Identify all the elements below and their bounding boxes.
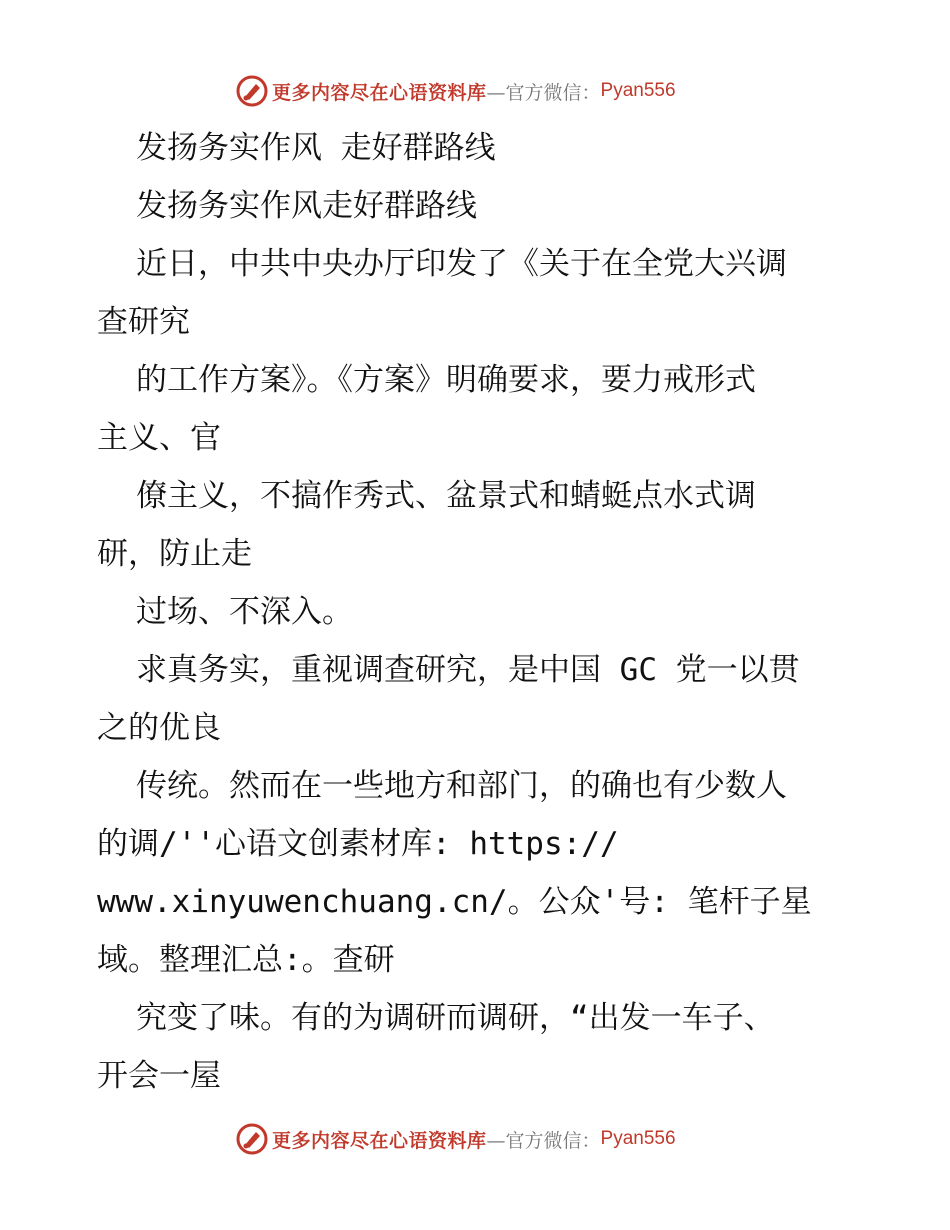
header-sub-text: —官方微信：: [486, 81, 601, 104]
text-line-4: 查研究: [97, 304, 190, 340]
text-line-17: 开会一屋: [97, 1058, 221, 1094]
text-line-10: 求真务实，重视调查研究，是中国 GC 党一以贯: [136, 652, 800, 688]
header-account-text: Pyan556: [600, 80, 676, 101]
text-line-2: 发扬务实作风走好群路线: [136, 188, 477, 224]
text-line-16: 究变了味。有的为调研而调研，“出发一车子、: [136, 1000, 775, 1036]
footer-brand-text: 更多内容尽在心语资料库: [272, 1129, 487, 1152]
text-line-12: 传统。然而在一些地方和部门，的确也有少数人: [136, 768, 787, 804]
text-line-6: 主义、官: [97, 420, 221, 456]
text-line-7: 僚主义，不搞作秀式、盆景式和蜻蜓点水式调: [136, 478, 756, 514]
footer-account-text: Pyan556: [600, 1128, 676, 1149]
brand-logo-icon: [236, 75, 268, 107]
footer-banner[interactable]: [236, 1120, 706, 1158]
text-line-14: www.xinyuwenchuang.cn/。公众'号: 笔杆子星: [97, 884, 812, 920]
text-line-5: 的工作方案》。《方案》明确要求，要力戒形式: [136, 362, 756, 398]
text-line-1: 发扬务实作风 走好群路线: [136, 130, 496, 166]
text-line-13: 的调/''心语文创素材库: https://: [97, 826, 619, 862]
brand-logo-icon: [236, 1123, 268, 1155]
header-brand-text: 更多内容尽在心语资料库: [272, 81, 487, 104]
footer-sub-text: —官方微信：: [486, 1129, 601, 1152]
text-line-15: 域。整理汇总:。查研: [97, 942, 395, 978]
text-line-11: 之的优良: [97, 710, 221, 746]
text-line-8: 研，防止走: [97, 536, 252, 572]
text-line-9: 过场、不深入。: [136, 594, 353, 630]
header-banner[interactable]: [236, 72, 706, 110]
text-line-3: 近日，中共中央办厅印发了《关于在全党大兴调: [136, 246, 787, 282]
